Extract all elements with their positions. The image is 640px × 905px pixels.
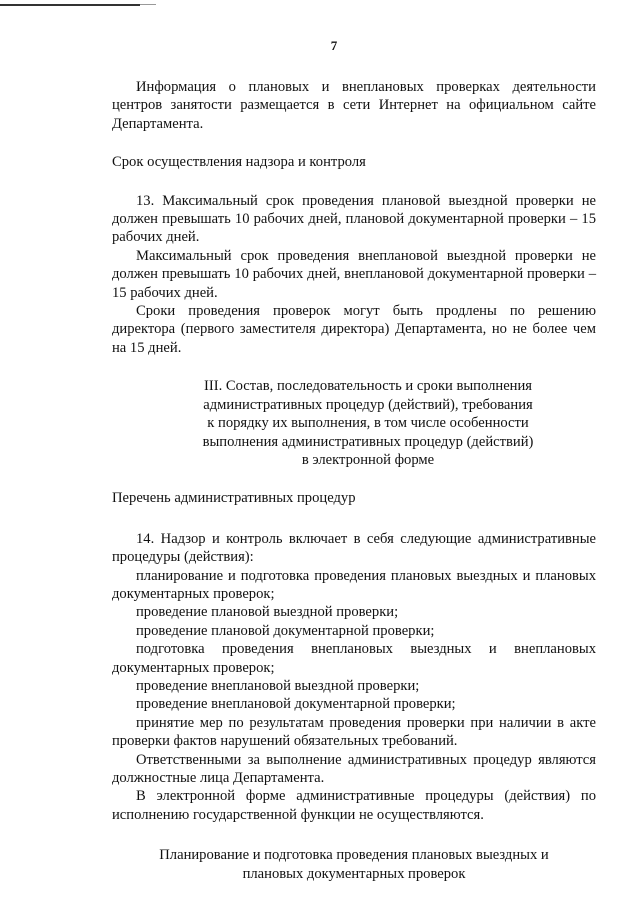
procedure-item: проведение внеплановой документарной проверки;	[136, 696, 456, 713]
procedure-item: проведение внеплановой выездной проверки;	[136, 677, 420, 694]
paragraph-responsible: Ответственными за выполнение административных процедур являются должностные лица Департамента.	[112, 751, 596, 786]
procedure-item: подготовка проведения внеплановых выездных и внеплановых документарных проверок;	[112, 641, 596, 676]
procedure-item: планирование и подготовка проведения плановых выездных и плановых документарных проверок;	[112, 567, 596, 602]
procedure-item: принятие мер по результатам проведения проверки при наличии в акте проверки фактов нарушений обязательных требований.	[112, 714, 596, 750]
section-iii-heading-line: в электронной форме	[301, 451, 435, 468]
paragraph-13-1: 13. Максимальный срок проведения плановой выездной проверки не должен превышать 10 рабочих дней, плановой документарной проверки – 15 рабочих дней.	[112, 192, 596, 246]
paragraph-13-2: Максимальный срок проведения внеплановой выездной проверки не должен превышать 10 рабочих дней, внеплановой документарной проверки – 15 рабочих дней.	[112, 247, 596, 301]
section-iii-heading-line: выполнения административных процедур (действий)	[202, 433, 534, 450]
procedure-item: проведение плановой документарной проверки;	[136, 622, 435, 639]
section-iii-heading-line: к порядку их выполнения, в том числе особенности	[207, 415, 529, 432]
paragraph-electronic: В электронной форме административные процедуры (действия) по исполнению государственной функции не осуществляются.	[112, 788, 596, 823]
section-iii-heading	[198, 377, 538, 469]
paragraph-14-intro: 14. Надзор и контроль включает в себя следующие административные процедуры (действия):	[112, 530, 596, 566]
paragraph-13-3: Сроки проведения проверок могут быть продлены по решению директора (первого заместителя директора) Департамента, но не более чем на 15 дней.	[112, 303, 596, 356]
scan-artifact-line-thin	[140, 4, 156, 5]
page-number: 7	[330, 38, 338, 53]
section-iii-heading-line: административных процедур (действий), требования	[203, 396, 533, 413]
heading-perechen: Перечень административных процедур	[112, 490, 356, 507]
section-iii-heading-line: III. Состав, последовательность и сроки выполнения	[203, 378, 533, 395]
procedure-item: проведение плановой выездной проверки;	[136, 604, 399, 621]
heading-planning-line: Планирование и подготовка проведения плановых выездных и	[159, 847, 549, 864]
paragraph-info: Информация о плановых и внеплановых проверках деятельности центров занятости размещается в сети Интернет на официальном сайте Департамента.	[112, 79, 596, 132]
heading-planning	[144, 846, 564, 883]
document-body	[112, 78, 596, 883]
heading-srok: Срок осуществления надзора и контроля	[112, 154, 366, 171]
heading-planning-line: плановых документарных проверок	[242, 865, 466, 882]
scan-artifact-line	[0, 4, 140, 6]
